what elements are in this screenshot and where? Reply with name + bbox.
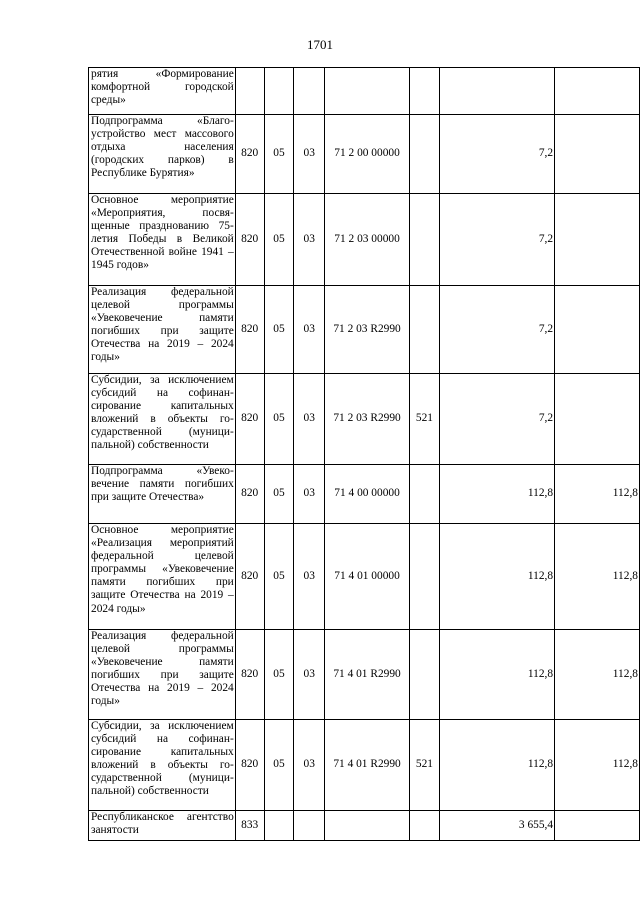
amount-1: 112,8 (439, 630, 554, 720)
table-row (89, 68, 640, 115)
admin-code: 820 (235, 524, 264, 630)
amount-2: 112,8 (555, 465, 640, 524)
section-code: 05 (264, 374, 294, 465)
table-row (89, 630, 640, 720)
section-code: 05 (264, 115, 294, 194)
target-article (325, 811, 410, 841)
target-article: 71 2 03 R2990 (325, 374, 410, 465)
admin-code (235, 68, 264, 115)
row-name: Субсидии, за исключением субсидий на софинансирование капитальных вложений в объекты государственной (муниципальной) собственности (89, 720, 236, 811)
admin-code: 820 (235, 374, 264, 465)
amount-1: 7,2 (439, 194, 554, 286)
table-row (89, 524, 640, 630)
amount-1: 112,8 (439, 524, 554, 630)
row-name: Реализация федеральной целевой программы «Увековечение памяти погибших при защите Отечества на 2019 – 2024 годы» (89, 630, 236, 720)
section-code: 05 (264, 465, 294, 524)
amount-2 (555, 194, 640, 286)
amount-2 (555, 68, 640, 115)
subsection-code: 03 (294, 720, 325, 811)
amount-2 (555, 286, 640, 374)
expense-type: 521 (410, 720, 440, 811)
admin-code: 820 (235, 465, 264, 524)
expense-type (410, 630, 440, 720)
admin-code: 820 (235, 286, 264, 374)
amount-2 (555, 811, 640, 841)
expense-type: 521 (410, 374, 440, 465)
table-row (89, 374, 640, 465)
row-name: Подпрограмма «Благоустройство мест массового отдыха населения (городских парков) в Республике Бурятия» (89, 115, 236, 194)
target-article (325, 68, 410, 115)
target-article: 71 4 01 00000 (325, 524, 410, 630)
section-code: 05 (264, 630, 294, 720)
table-row (89, 720, 640, 811)
amount-1 (439, 68, 554, 115)
amount-2: 112,8 (555, 720, 640, 811)
page-number: 1701 (307, 37, 333, 52)
amount-1: 7,2 (439, 286, 554, 374)
row-name: Республиканское агентство занятости (89, 811, 236, 841)
amount-1: 112,8 (439, 720, 554, 811)
table-row (89, 286, 640, 374)
budget-table (88, 67, 640, 841)
expense-type (410, 194, 440, 286)
section-code: 05 (264, 286, 294, 374)
target-article: 71 4 01 R2990 (325, 630, 410, 720)
subsection-code (294, 811, 325, 841)
row-name: Подпрограмма «Увековечение памяти погибших при защите Отечества» (89, 465, 236, 524)
table-row (89, 811, 640, 841)
table-body (89, 68, 640, 841)
subsection-code: 03 (294, 374, 325, 465)
expense-type (410, 811, 440, 841)
subsection-code: 03 (294, 524, 325, 630)
section-code: 05 (264, 720, 294, 811)
table-row (89, 194, 640, 286)
section-code (264, 68, 294, 115)
target-article: 71 2 00 00000 (325, 115, 410, 194)
admin-code: 820 (235, 720, 264, 811)
admin-code: 820 (235, 194, 264, 286)
row-name: Субсидии, за исключением субсидий на софинансирование капитальных вложений в объекты государственной (муниципальной) собственности (89, 374, 236, 465)
amount-1: 112,8 (439, 465, 554, 524)
table-row (89, 115, 640, 194)
target-article: 71 2 03 00000 (325, 194, 410, 286)
expense-type (410, 465, 440, 524)
target-article: 71 4 00 00000 (325, 465, 410, 524)
row-name: Основное мероприятие «Реализация мероприятий федеральной целевой программы «Увековечение памяти погибших при защите Отечества на 2019 – 2024 годы» (89, 524, 236, 630)
subsection-code: 03 (294, 194, 325, 286)
admin-code: 833 (235, 811, 264, 841)
table-row (89, 465, 640, 524)
amount-1: 7,2 (439, 374, 554, 465)
subsection-code: 03 (294, 465, 325, 524)
expense-type (410, 68, 440, 115)
section-code: 05 (264, 194, 294, 286)
subsection-code: 03 (294, 115, 325, 194)
subsection-code: 03 (294, 286, 325, 374)
amount-2: 112,8 (555, 630, 640, 720)
amount-2 (555, 374, 640, 465)
amount-1: 3 655,4 (439, 811, 554, 841)
target-article: 71 2 03 R2990 (325, 286, 410, 374)
amount-1: 7,2 (439, 115, 554, 194)
section-code (264, 811, 294, 841)
admin-code: 820 (235, 115, 264, 194)
section-code: 05 (264, 524, 294, 630)
row-name: Основное мероприятие «Мероприятия, посвященные празднованию 75-летия Победы в Великой Отечественной войне 1941 – 1945 годов» (89, 194, 236, 286)
amount-2: 112,8 (555, 524, 640, 630)
row-name: рятия «Формирование комфортной городской среды» (89, 68, 236, 115)
expense-type (410, 524, 440, 630)
row-name: Реализация федеральной целевой программы «Увековечение памяти погибших при защите Отечества на 2019 – 2024 годы» (89, 286, 236, 374)
expense-type (410, 115, 440, 194)
amount-2 (555, 115, 640, 194)
subsection-code: 03 (294, 630, 325, 720)
admin-code: 820 (235, 630, 264, 720)
target-article: 71 4 01 R2990 (325, 720, 410, 811)
subsection-code (294, 68, 325, 115)
expense-type (410, 286, 440, 374)
